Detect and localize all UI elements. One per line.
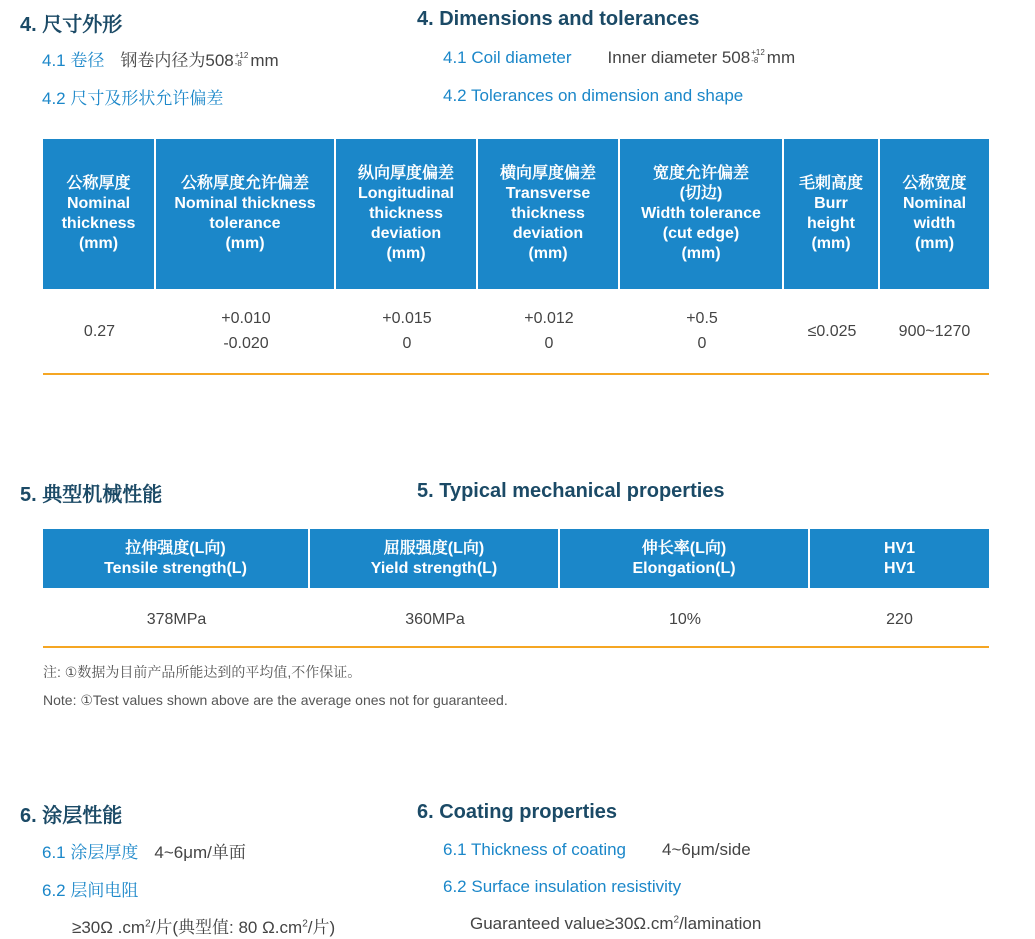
section-4-title-cn: 4. 尺寸外形	[20, 14, 123, 36]
dimensions-header-text: Width tolerance	[641, 205, 761, 222]
dimensions-header-text: (mm)	[811, 235, 851, 252]
coating-thickness-cn	[42, 838, 246, 863]
tolerance-upper: +12	[751, 47, 765, 57]
dimensions-header-text: 公称厚度	[66, 175, 131, 192]
mechanical-table-row	[43, 597, 989, 641]
insulation-cn-sup2: 2	[302, 918, 308, 930]
coating-thickness-en-value: 4~6μm/side	[662, 840, 751, 859]
dimensions-header-text: Longitudinal	[358, 185, 454, 202]
dimensions-header-text: deviation	[370, 225, 442, 242]
mechanical-header-text: 拉伸强度(L向)	[125, 539, 226, 557]
dimensions-header-cell	[43, 139, 156, 289]
dimensions-value-text: -0.020	[223, 335, 269, 352]
dimensions-header-text: (mm)	[386, 245, 426, 262]
dimensions-value-text: +0.015	[382, 310, 432, 327]
dimensions-value-cell	[336, 300, 478, 362]
tolerance-lower: -8	[751, 55, 759, 65]
coil-diameter-cn-unit: mm	[250, 51, 279, 70]
dimensions-header-cell	[880, 139, 989, 289]
section-5-title-en: 5. Typical mechanical properties	[417, 480, 725, 502]
coil-diameter-en-value: Inner diameter 508	[607, 48, 751, 67]
mechanical-header-text: 伸长率(L向)	[641, 539, 727, 557]
dimensions-value-text: +0.012	[524, 310, 574, 327]
dimensions-header-text: thickness	[369, 205, 443, 222]
mechanical-value-cell	[560, 597, 810, 641]
dimensions-header-text: deviation	[512, 225, 584, 242]
dimensions-header-text: thickness	[61, 215, 136, 232]
insulation-cn-sup1: 2	[145, 918, 151, 930]
note-en: Note: ①Test values shown above are the average ones not for guaranteed.	[43, 692, 508, 708]
dimensions-header-cell	[784, 139, 880, 289]
dimensions-table-rule	[43, 373, 989, 375]
insulation-cn-value-a: ≥30Ω .cm	[72, 918, 146, 937]
dimensions-header-text: 纵向厚度偏差	[357, 165, 454, 182]
dimensions-header-text: Nominal thickness	[174, 195, 316, 212]
dimensions-value-cell	[478, 300, 620, 362]
coating-thickness-en	[443, 840, 751, 860]
dimensions-header-text: (mm)	[681, 245, 721, 262]
coil-diameter-cn	[42, 46, 279, 71]
dimensions-table-row	[43, 300, 989, 362]
insulation-en-sup: 2	[673, 914, 680, 926]
coil-diameter-cn-tolerance	[235, 52, 249, 68]
dimensions-header-cell	[336, 139, 478, 289]
insulation-cn-label: 6.2 层间电阻	[42, 881, 139, 900]
insulation-cn-value-c: /片)	[307, 918, 336, 937]
coil-diameter-en-label: 4.1 Coil diameter	[443, 48, 572, 67]
dimensions-header-text: Nominal	[66, 195, 131, 212]
dimensions-header-text: thickness	[511, 205, 585, 222]
dimensions-header-text: (cut edge)	[662, 225, 740, 242]
mechanical-value-cell	[43, 597, 310, 641]
tolerance-upper: +12	[234, 50, 249, 60]
dimensions-header-text: 横向厚度偏差	[499, 165, 596, 182]
dimensions-value-text: 0	[544, 335, 554, 352]
dimensions-header-text: Transverse	[505, 185, 591, 202]
dimensions-header-text: 宽度允许偏差	[652, 165, 749, 182]
mechanical-value-cell	[310, 597, 560, 641]
mechanical-value-text: 378MPa	[146, 610, 207, 628]
coil-diameter-en	[443, 48, 795, 68]
section-6-title-en: 6. Coating properties	[417, 801, 618, 823]
mechanical-header-text: Elongation(L)	[632, 559, 736, 577]
coil-diameter-en-unit: mm	[766, 48, 796, 67]
dimensions-value-text: ≤0.025	[807, 322, 857, 340]
dimensions-header-cell	[620, 139, 784, 289]
insulation-cn-value-b: /片(典型值: 80 Ω.cm	[150, 918, 303, 937]
dimensions-value-text: 0	[697, 335, 707, 352]
dimensions-header-text: (mm)	[914, 235, 955, 252]
section-5-title-cn: 5. 典型机械性能	[20, 484, 163, 506]
dimensions-header-text: 公称厚度允许偏差	[180, 175, 309, 192]
coating-thickness-cn-label: 6.1 涂层厚度	[42, 843, 139, 862]
coil-diameter-cn-value: 钢卷内径为508	[120, 51, 234, 70]
dimensions-header-text: tolerance	[209, 215, 281, 232]
mechanical-value-text: 10%	[668, 610, 702, 628]
insulation-en	[443, 877, 681, 897]
insulation-cn	[42, 876, 138, 901]
dimensions-header-text: (mm)	[528, 245, 568, 262]
insulation-en-value-a: Guaranteed value≥30Ω.cm	[470, 914, 674, 933]
coating-thickness-en-label: 6.1 Thickness of coating	[443, 840, 627, 859]
dimensions-value-cell	[620, 300, 784, 362]
dimensions-value-cell	[43, 300, 156, 362]
tolerances-cn-label: 4.2 尺寸及形状允许偏差	[42, 89, 224, 108]
tolerances-cn	[42, 84, 223, 109]
tolerances-en	[443, 86, 743, 106]
dimensions-table-header	[43, 139, 989, 289]
mechanical-header-text: HV1	[883, 559, 916, 577]
coil-diameter-en-tolerance	[751, 49, 765, 65]
mechanical-header-text: Tensile strength(L)	[104, 559, 247, 577]
dimensions-value-cell	[880, 300, 989, 362]
section-4-title-en: 4. Dimensions and tolerances	[417, 8, 700, 30]
mechanical-header-cell	[310, 529, 560, 588]
mechanical-header-cell	[560, 529, 810, 588]
dimensions-header-text: (切边)	[679, 185, 723, 202]
tolerances-en-label: 4.2 Tolerances on dimension and shape	[443, 86, 744, 105]
mechanical-value-text: 220	[886, 610, 913, 628]
mechanical-table-rule	[43, 646, 989, 648]
dimensions-value-cell	[156, 300, 336, 362]
dimensions-header-text: 公称宽度	[902, 175, 967, 192]
dimensions-value-text: 0.27	[83, 322, 116, 340]
dimensions-value-text: 900~1270	[898, 322, 971, 340]
dimensions-header-text: (mm)	[78, 235, 119, 252]
insulation-en-label: 6.2 Surface insulation resistivity	[443, 877, 682, 896]
dimensions-header-cell	[156, 139, 336, 289]
mechanical-header-text: Yield strength(L)	[370, 559, 498, 577]
dimensions-header-text: width	[913, 215, 956, 232]
insulation-en-value-b: /lamination	[679, 914, 762, 933]
coating-thickness-cn-value: 4~6μm/单面	[154, 843, 246, 862]
dimensions-header-text: Burr	[814, 195, 848, 212]
insulation-en-value-line	[470, 914, 761, 934]
insulation-cn-value-line	[72, 913, 335, 938]
dimensions-value-cell	[784, 300, 880, 362]
coil-diameter-cn-label: 4.1 卷径	[42, 51, 105, 70]
note-cn: 注: ①数据为目前产品所能达到的平均值,不作保证。	[43, 664, 362, 680]
dimensions-header-cell	[478, 139, 620, 289]
section-6-title-cn: 6. 涂层性能	[20, 805, 123, 827]
tolerance-lower: -8	[234, 58, 242, 68]
mechanical-value-cell	[810, 597, 989, 641]
mechanical-header-cell	[43, 529, 310, 588]
mechanical-header-text: 屈服强度(L向)	[383, 539, 485, 557]
mechanical-value-text: 360MPa	[405, 610, 465, 628]
dimensions-header-text: 毛刺高度	[798, 175, 863, 192]
dimensions-value-text: +0.010	[221, 310, 271, 327]
dimensions-value-text: 0	[402, 335, 412, 352]
dimensions-header-text: Nominal	[902, 195, 967, 212]
dimensions-header-text: height	[807, 215, 855, 232]
mechanical-table-header	[43, 529, 989, 588]
mechanical-header-cell	[810, 529, 989, 588]
mechanical-header-text: HV1	[883, 539, 916, 557]
dimensions-value-text: +0.5	[686, 310, 718, 327]
dimensions-header-text: (mm)	[225, 235, 265, 252]
